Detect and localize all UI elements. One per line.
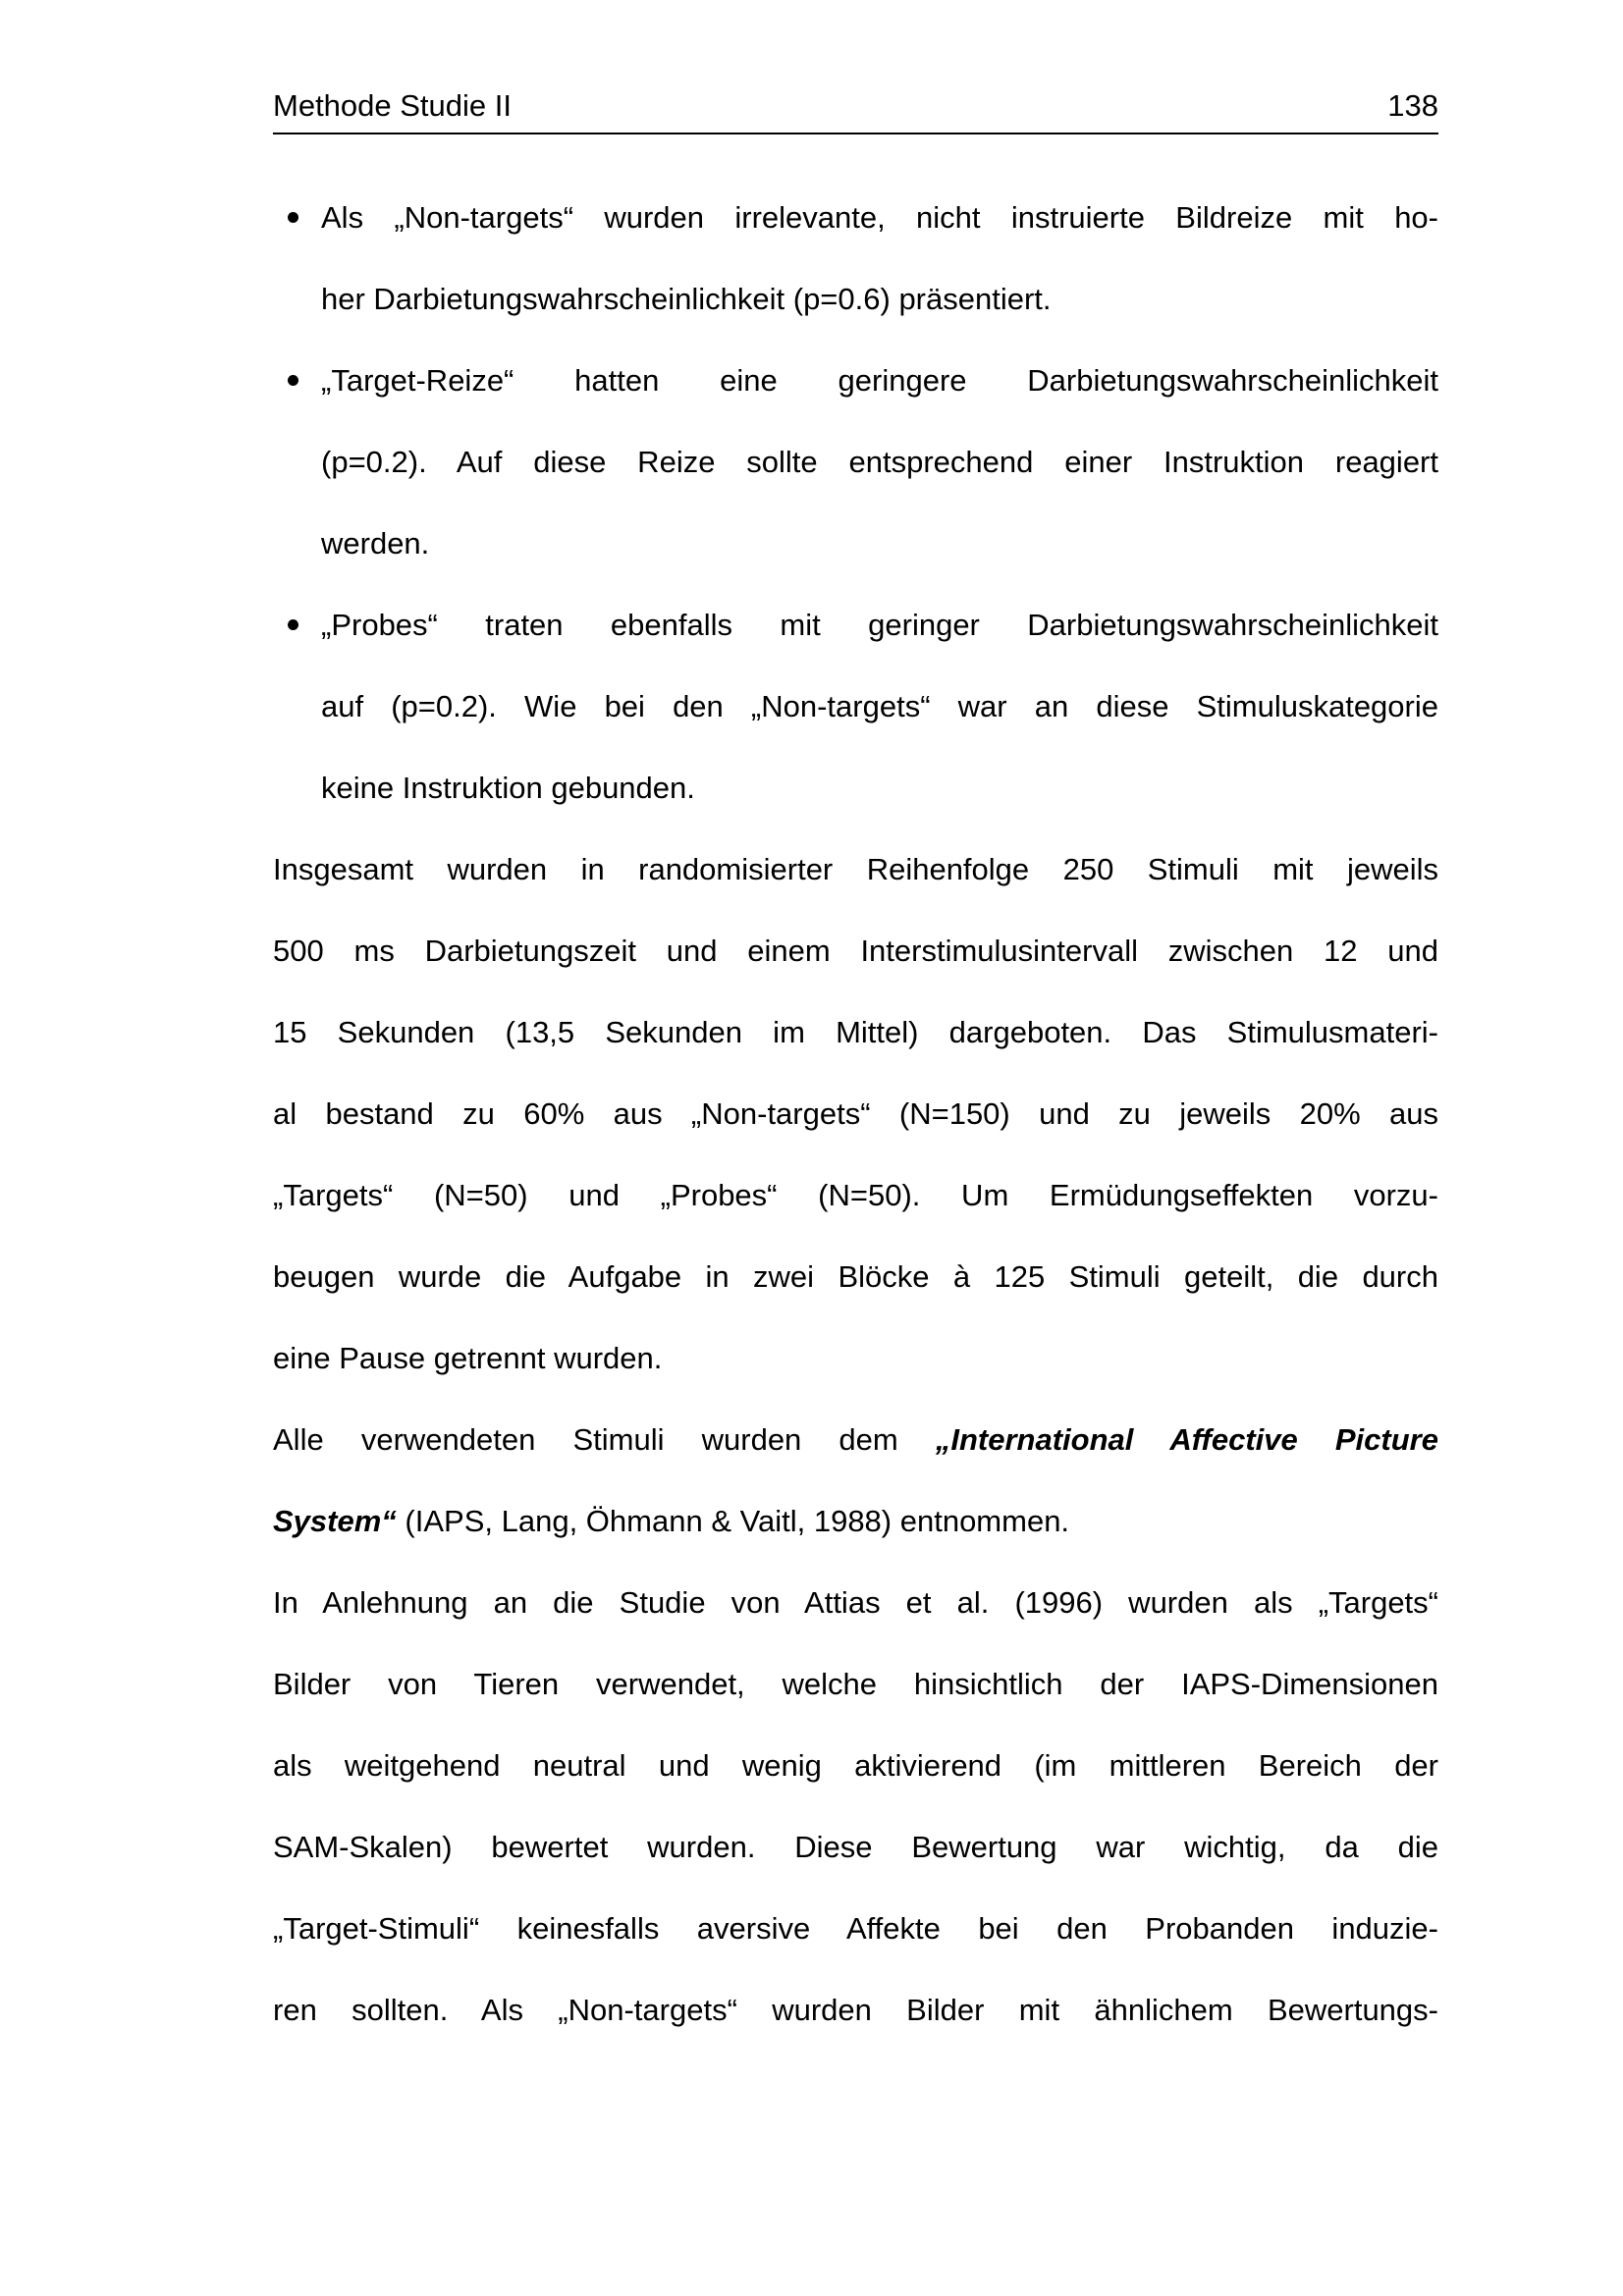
text-line — [273, 828, 1438, 910]
text-line-content: Insgesamt wurden in randomisierter Reihenfolge 250 Stimuli mit jeweils — [273, 852, 1438, 886]
text-line — [273, 1317, 1438, 1399]
paragraph — [273, 1562, 1438, 2051]
text-line — [273, 1888, 1438, 1969]
text-line — [273, 584, 1438, 666]
page-header — [273, 88, 1438, 134]
text-line — [273, 1154, 1438, 1236]
text-line-content: (p=0.2). Auf diese Reize sollte entsprechend einer Instruktion reagiert — [321, 445, 1438, 479]
text-line — [273, 1073, 1438, 1154]
text-line-content: Bilder von Tieren verwendet, welche hinsichtlich der IAPS-Dimensionen — [273, 1667, 1438, 1701]
text-line — [273, 1969, 1438, 2051]
text-line-content: „Targets“ (N=50) und „Probes“ (N=50). Um Ermüdungseffekten vorzu- — [273, 1178, 1438, 1212]
text-line — [273, 1236, 1438, 1317]
text-line-content: „Probes“ traten ebenfalls mit geringer Darbietungswahrscheinlichkeit — [321, 608, 1438, 642]
bullet-item — [273, 584, 1438, 828]
text-line-content: als weitgehend neutral und wenig aktivierend (im mittleren Bereich der — [273, 1748, 1438, 1783]
text-line-content: 15 Sekunden (13,5 Sekunden im Mittel) dargeboten. Das Stimulusmateri- — [273, 1015, 1438, 1049]
paragraph — [273, 828, 1438, 1399]
page-content — [273, 177, 1438, 2051]
text-line-content: al bestand zu 60% aus „Non-targets“ (N=150) und zu jeweils 20% aus — [273, 1096, 1438, 1131]
text-line — [273, 1399, 1438, 1480]
text-line — [273, 421, 1438, 503]
text-line — [273, 1562, 1438, 1643]
text-line — [273, 177, 1438, 258]
text-line — [273, 666, 1438, 747]
text-line — [273, 503, 1438, 584]
text-line-content: Alle verwendeten Stimuli wurden dem — [273, 1422, 898, 1457]
text-line-content: auf (p=0.2). Wie bei den „Non-targets“ war an diese Stimuluskategorie — [321, 689, 1438, 723]
text-line — [273, 1806, 1438, 1888]
running-head-title: Methode Studie II — [273, 88, 512, 123]
bullet-item — [273, 177, 1438, 340]
text-line-content: SAM-Skalen) bewertet wurden. Diese Bewertung war wichtig, da die — [273, 1830, 1438, 1864]
text-line-content: (IAPS, Lang, Öhmann & Vaitl, 1988) entnommen. — [405, 1504, 1070, 1538]
page-number: 138 — [1387, 88, 1438, 123]
text-line — [273, 747, 1438, 828]
text-line-content: In Anlehnung an die Studie von Attias et al. (1996) wurden als „Targets“ — [273, 1585, 1438, 1620]
text-line-content: „Target-Stimuli“ keinesfalls aversive Affekte bei den Probanden induzie- — [273, 1911, 1438, 1946]
text-line — [273, 991, 1438, 1073]
text-line — [273, 1725, 1438, 1806]
text-line — [273, 258, 1438, 340]
text-line-content: eine Pause getrennt wurden. — [273, 1341, 663, 1375]
bullet-icon — [288, 212, 298, 223]
bullet-item — [273, 340, 1438, 584]
bullet-icon — [288, 619, 298, 630]
text-line-content: werden. — [321, 526, 430, 561]
text-line-content: her Darbietungswahrscheinlichkeit (p=0.6) präsentiert. — [321, 282, 1052, 316]
citation-title-emphasis: System“ — [273, 1504, 397, 1538]
text-line — [273, 910, 1438, 991]
text-line-content: 500 ms Darbietungszeit und einem Interstimulusintervall zwischen 12 und — [273, 934, 1438, 968]
citation-title-emphasis: „International Affective Picture — [935, 1422, 1438, 1457]
text-line — [273, 1643, 1438, 1725]
text-line-content: „Target-Reize“ hatten eine geringere Darbietungswahrscheinlichkeit — [321, 363, 1438, 398]
text-line — [273, 1480, 1438, 1562]
text-line-content: Als „Non-targets“ wurden irrelevante, nicht instruierte Bildreize mit ho- — [321, 200, 1438, 235]
text-line-content: ren sollten. Als „Non-targets“ wurden Bilder mit ähnlichem Bewertungs- — [273, 1993, 1438, 2027]
bullet-icon — [288, 375, 298, 386]
text-line — [273, 340, 1438, 421]
paragraph — [273, 1399, 1438, 1562]
text-line-content: beugen wurde die Aufgabe in zwei Blöcke à 125 Stimuli geteilt, die durch — [273, 1259, 1438, 1294]
text-line-content: keine Instruktion gebunden. — [321, 771, 695, 805]
